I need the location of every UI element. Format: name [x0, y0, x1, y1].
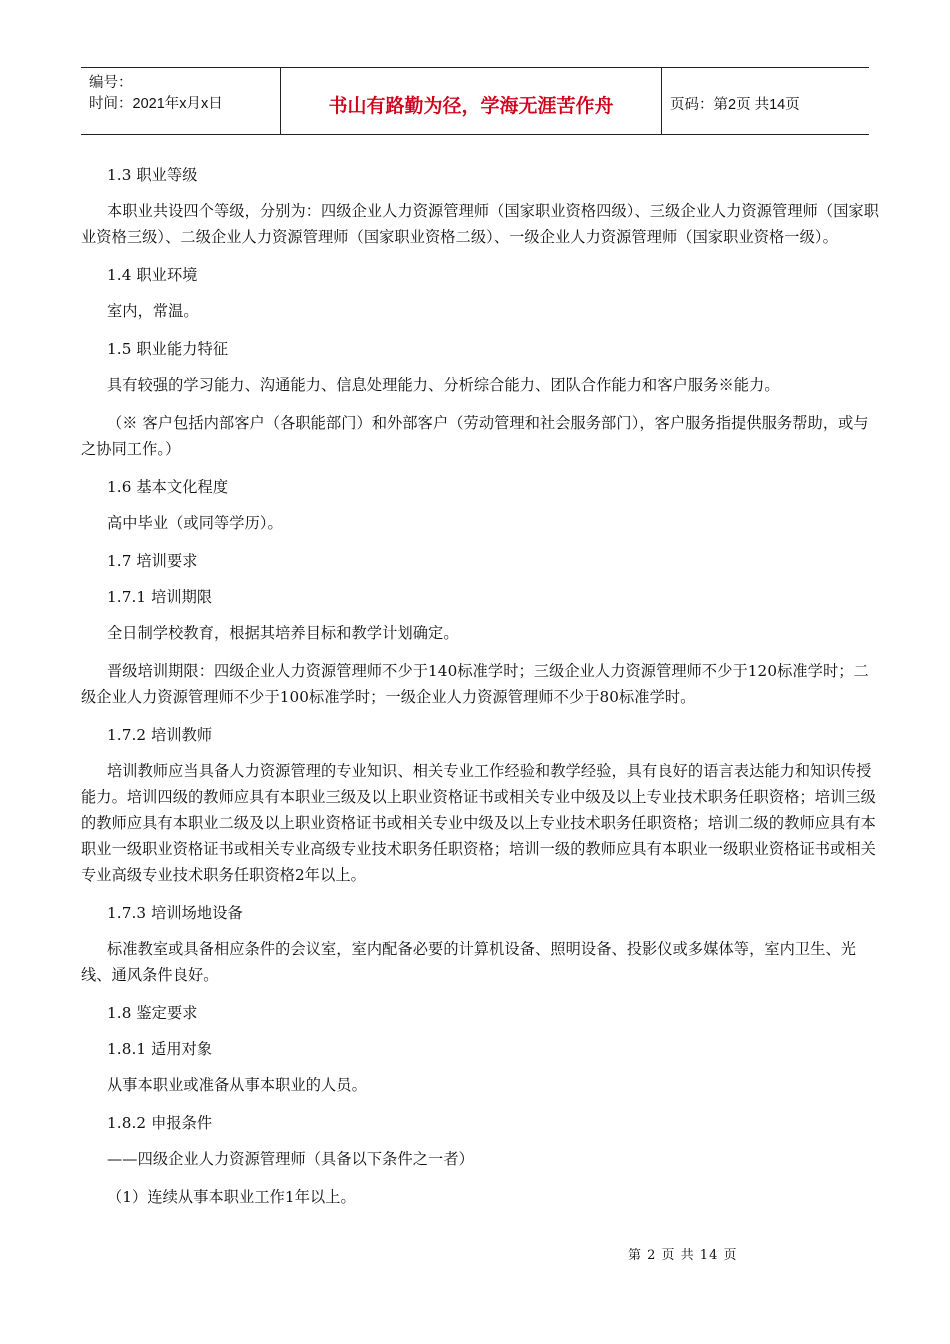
section-heading: 1.5 职业能力特征	[107, 340, 229, 358]
document-number-label: 编号：	[89, 75, 133, 91]
section-heading: 1.4 职业环境	[107, 266, 198, 284]
section-heading: 1.7 培训要求	[107, 552, 198, 570]
body-paragraph: 培训教师应当具备人力资源管理的专业知识、相关专业工作经验和教学经验，具有良好的语言表达能力和知识传授能力。培训四级的教师应具有本职业三级及以上职业资格证书或相关专业中级及以上专业技术职务任职资格；培训三级的教师应具有本职业二级及以上职业资格证书或相关专业中级及以上专业技术职务任职资格；培训二级的教师应具有本职业一级职业资格证书或相关专业高级专业技术职务任职资格；培训一级的教师应具有本职业一级职业资格证书或相关专业高级专业技术职务任职资格2年以上。	[81, 762, 876, 884]
body-paragraph: 标准教室或具备相应条件的会议室，室内配备必要的计算机设备、照明设备、投影仪或多媒体等，室内卫生、光线、通风条件良好。	[81, 940, 857, 984]
section-heading: 1.8 鉴定要求	[107, 1004, 198, 1022]
header-motto: 书山有路勤为径，学海无涯苦作舟	[281, 68, 662, 134]
body-paragraph: 本职业共设四个等级，分别为：四级企业人力资源管理师（国家职业资格四级）、三级企业人力资源管理师（国家职业资格三级）、二级企业人力资源管理师（国家职业资格二级）、一级企业人力资源管理师（国家职业资格一级）。	[81, 202, 880, 246]
subsection-heading: 1.8.1 适用对象	[107, 1040, 213, 1058]
section-heading: 1.3 职业等级	[107, 166, 198, 184]
body-paragraph: 高中毕业（或同等学历）。	[107, 514, 283, 532]
body-paragraph: ——四级企业人力资源管理师（具备以下条件之一者）	[107, 1150, 474, 1168]
section-heading: 1.6 基本文化程度	[107, 478, 229, 496]
document-time-label: 时间：2021年x月x日	[89, 96, 223, 112]
page-header	[81, 67, 869, 135]
subsection-heading: 1.8.2 申报条件	[107, 1114, 213, 1132]
body-paragraph: 从事本职业或准备从事本职业的人员。	[107, 1076, 367, 1094]
body-paragraph: 晋级培训期限：四级企业人力资源管理师不少于140标准学时；三级企业人力资源管理师不少于120标准学时；二级企业人力资源管理师不少于100标准学时；一级企业人力资源管理师不少于80标准学时。	[81, 662, 869, 706]
header-page-number: 页码：第2页 共14页	[670, 96, 800, 113]
body-paragraph: （※ 客户包括内部客户（各职能部门）和外部客户（劳动管理和社会服务部门），客户服务指提供服务帮助，或与之协同工作。）	[81, 414, 869, 458]
subsection-heading: 1.7.1 培训期限	[107, 588, 213, 606]
body-paragraph: 全日制学校教育，根据其培养目标和教学计划确定。	[107, 624, 459, 642]
body-paragraph: 具有较强的学习能力、沟通能力、信息处理能力、分析综合能力、团队合作能力和客户服务※能力。	[107, 376, 780, 394]
subsection-heading: 1.7.2 培训教师	[107, 726, 213, 744]
page-footer: 第 2 页 共 14 页	[628, 1248, 738, 1263]
body-paragraph: （1）连续从事本职业工作1年以上。	[107, 1188, 356, 1206]
header-meta	[81, 68, 281, 134]
body-paragraph: 室内，常温。	[107, 302, 199, 320]
document-body	[81, 162, 881, 1222]
subsection-heading: 1.7.3 培训场地设备	[107, 904, 243, 922]
